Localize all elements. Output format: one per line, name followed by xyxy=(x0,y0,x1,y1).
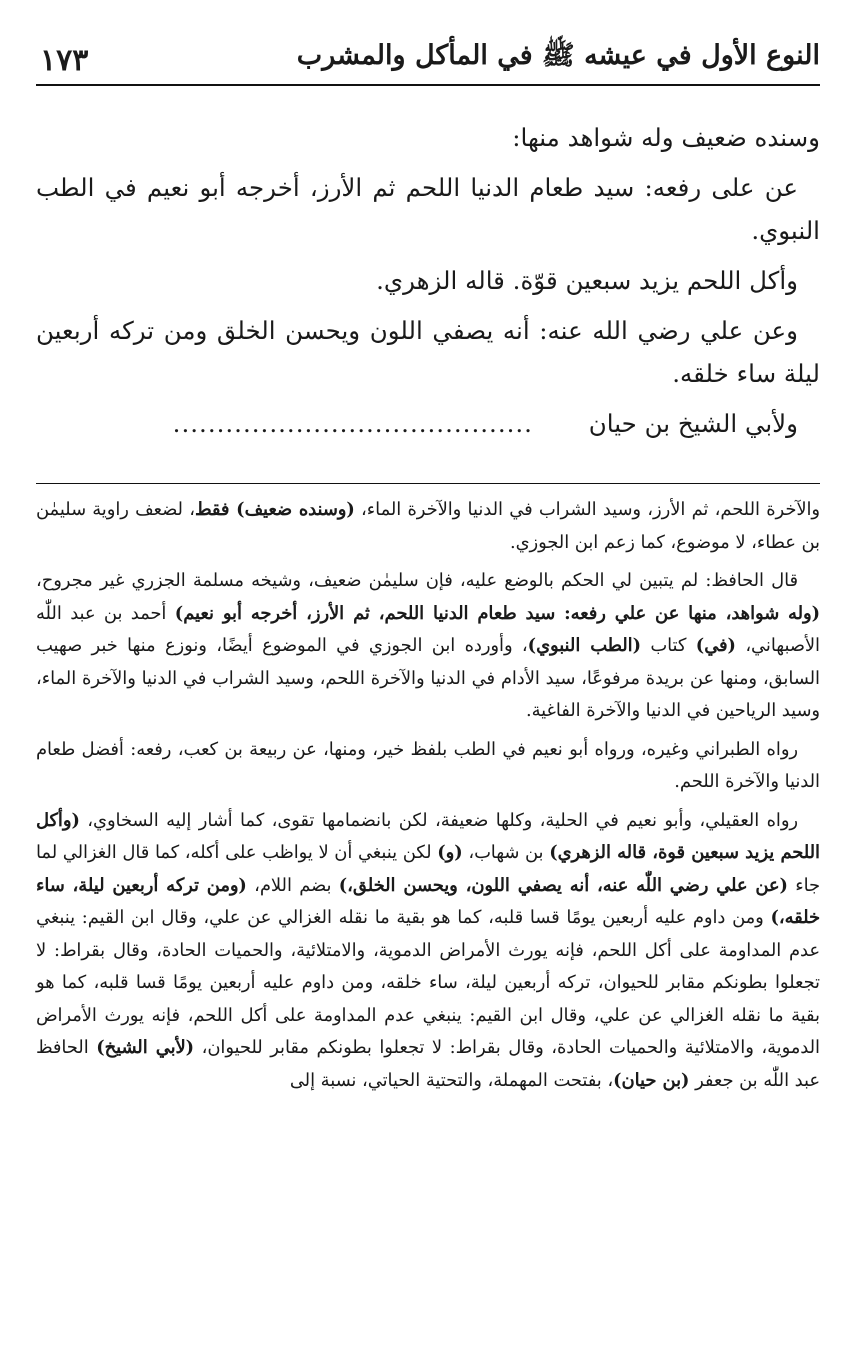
commentary-paragraph xyxy=(36,734,820,799)
commentary-text: والآخرة اللحم، ثم الأرز، وسيد الشراب في الدنيا والآخرة الماء، xyxy=(354,499,820,520)
main-line: عن على رفعه: سيد طعام الدنيا اللحم ثم الأرز، أخرجه أبو نعيم في الطب النبوي. xyxy=(36,173,820,245)
main-line: وعن علي رضي الله عنه: أنه يصفي اللون ويحسن الخلق ومن تركه أربعين ليلة ساء خلقه. xyxy=(36,316,820,388)
emphasized-text: (في) xyxy=(695,635,736,656)
main-text xyxy=(36,116,820,445)
commentary-text: لكن ينبغي أن لا يواظب على أكله، كما قال الغزالي لما جاء xyxy=(36,842,821,896)
commentary-text: ومن داوم عليه أربعين يومًا قسا قلبه، كما هو بقية ما نقله الغزالي عن علي، وقال ابن القيم: ينبغي عدم المداومة على أكل اللحم، فإنه يورث الأمراض الدموية، والامتلائية، والحميات الحادة، وقال بقراط: لا تجعلوا بطونكم مقابر للحيوان، تركه أربعين ليلة، ساء خلقه، ومن داوم عليه أربعين يومًا قسا قلبه، كما هو بقية ما نقله الغزالي عن علي، وقال ابن القيم: ينبغي عدم المداومة على أكل اللحم، فإنه يورث الأمراض الدموية، والامتلائية والحميات الحادة، وقال بقراط: لا تجعلوا بطونكم مقابر للحيوان، xyxy=(36,907,820,1058)
commentary-paragraph xyxy=(36,494,820,559)
commentary-text: ، بفتحت المهملة، والتحتية الحياتي، نسبة إلى xyxy=(289,1069,614,1091)
commentary-text: بن شهاب، xyxy=(462,842,550,863)
commentary-text: قال الحافظ: لم يتبين لي الحكم بالوضع عليه، فإن سليمٰن ضعيف، وشيخه مسلمة الجزري غير مجروح، xyxy=(36,570,798,591)
emphasized-text: (بن حيان) xyxy=(613,1069,690,1091)
book-page xyxy=(36,40,820,1340)
emphasized-text: (وسنده ضعيف) فقط xyxy=(194,499,355,520)
commentary-paragraph xyxy=(36,805,820,1098)
emphasized-text: (لأبي الشيخ) xyxy=(96,1037,195,1058)
emphasized-text: (ومن تركه أربعين ليلة، ساء خلقه،) xyxy=(36,874,820,928)
page-number: ١٧٣ xyxy=(40,43,89,78)
emphasized-text: (عن علي رضي اللّٰه عنه، أنه يصفي اللون، ويحسن الخلق،) xyxy=(338,874,788,896)
commentary-text: ، لضعف راوية سليمٰن بن عطاء، لا موضوع، كما زعم ابن الجوزي. xyxy=(36,499,820,553)
main-line: ولأبي الشيخ بن حيان xyxy=(588,409,798,438)
emphasized-text: (و) xyxy=(437,842,463,863)
commentary-text: أحمد بن عبد اللّٰه الأصبهاني، xyxy=(36,602,820,656)
footnote-divider xyxy=(36,483,820,484)
emphasized-text: (الطب النبوي) xyxy=(527,635,642,656)
commentary-text: رواه العقيلي، وأبو نعيم في الحلية، وكلها ضعيفة، لكن بانضمامها تقوى، كما أشار إليه السخاوي، xyxy=(79,809,798,831)
commentary-text: كتاب xyxy=(641,635,696,656)
commentary xyxy=(36,494,820,1097)
emphasized-text: (وأكل اللحم يزيد سبعين قوة، قاله الزهري) xyxy=(36,809,820,863)
commentary-text: ، وأورده ابن الجوزي في الموضوع أيضًا، ونوزع منها خبر صهيب السابق، ومنها عن بريدة مرفوعًا، سيد الأدام في الدنيا والآخرة اللحم، وسيد الشراب في الدنيا والآخرة الماء، وسيد الرياحين في الدنيا والآخرة الفاغية. xyxy=(36,635,820,721)
emphasized-text: (وله شواهد، منها عن علي رفعه: سيد طعام الدنيا اللحم، ثم الأرز، أخرجه أبو نعيم) xyxy=(174,602,820,624)
main-line: وأكل اللحم يزيد سبعين قوّة. قاله الزهري. xyxy=(376,266,798,295)
main-line: وسنده ضعيف وله شواهد منها: xyxy=(512,123,820,152)
main-line-continued xyxy=(36,402,820,445)
commentary-paragraph xyxy=(36,565,820,728)
header-title: النوع الأول في عيشه ﷺ في المأكل والمشرب xyxy=(296,40,820,71)
ellipsis-dots: ......................................... xyxy=(172,409,533,438)
commentary-text: الحافظ عبد اللّٰه بن جعفر xyxy=(36,1037,820,1091)
running-header xyxy=(36,40,820,86)
commentary-text: بضم اللام، xyxy=(246,874,339,896)
commentary-text: رواه الطبراني وغيره، ورواه أبو نعيم في الطب بلفظ خير، ومنها، عن ربيعة بن كعب، رفعه: أفضل طعام الدنيا والآخرة اللحم. xyxy=(36,738,820,792)
